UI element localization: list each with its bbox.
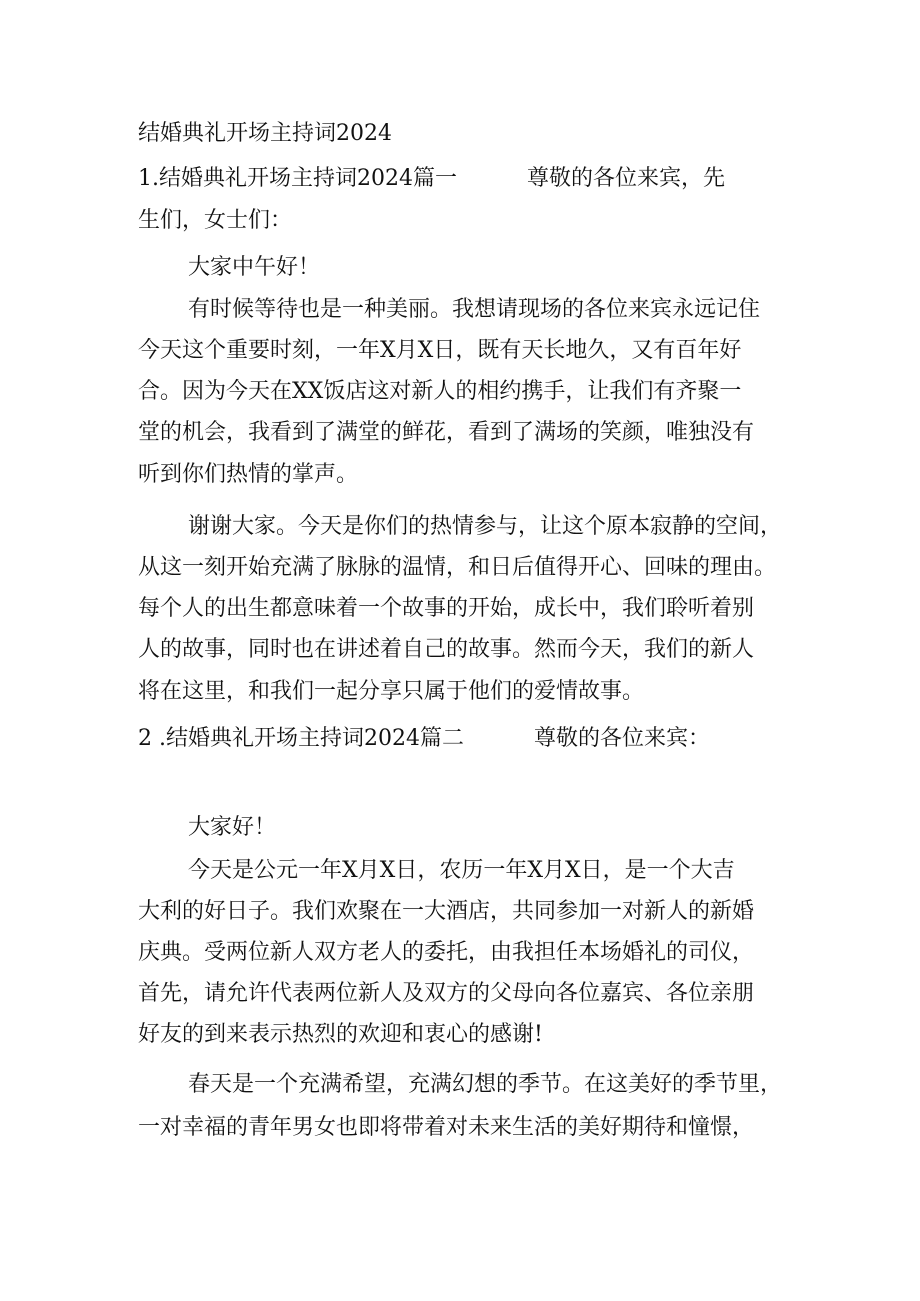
section1-heading-label: 1.结婚典礼开场主持词2024篇一 (138, 166, 457, 191)
section2-heading-salutation: 尊敬的各位来宾： (533, 726, 710, 751)
section1-paragraph1-line: 听到你们热情的掌声。 (138, 462, 359, 487)
section1-paragraph1-line: 今天这个重要时刻，一年X月X日，既有天长地久，又有百年好 (138, 338, 742, 363)
section1-paragraph2-line: 人的故事，同时也在讲述着自己的故事。然而今天，我们的新人 (138, 637, 755, 662)
section1-paragraph2-line: 谢谢大家。今天是你们的热情参与，让这个原本寂静的空间， (188, 514, 783, 539)
section2-paragraph2-line: 春天是一个充满希望，充满幻想的季节。在这美好的季节里， (188, 1072, 783, 1097)
section2-paragraph1-line: 今天是公元一年X月X日，农历一年X月X日，是一个大吉 (188, 858, 735, 883)
section2-paragraph1-line: 好友的到来表示热烈的欢迎和衷心的感谢! (138, 1022, 543, 1047)
section2-paragraph1-line: 首先，请允许代表两位新人及双方的父母向各位嘉宾、各位亲朋 (138, 981, 755, 1006)
section1-greeting: 大家中午好！ (188, 255, 321, 280)
section1-heading (138, 159, 725, 199)
section2-heading-label: 2 .结婚典礼开场主持词2024篇二 (138, 726, 464, 751)
section1-heading-continuation: 生们，女士们： (138, 208, 293, 233)
section2-heading (138, 719, 710, 759)
section1-paragraph1-line: 有时候等待也是一种美丽。我想请现场的各位来宾永远记住 (188, 297, 761, 322)
section2-paragraph1-line: 庆典。受两位新人双方老人的委托，由我担任本场婚礼的司仪， (138, 940, 755, 965)
section1-paragraph2-line: 将在这里，和我们一起分享只属于他们的爱情故事。 (138, 679, 645, 704)
section1-paragraph1-line: 合。因为今天在XX饭店这对新人的相约携手，让我们有齐聚一 (138, 379, 742, 404)
section1-heading-salutation: 尊敬的各位来宾，先 (526, 166, 725, 191)
document-title: 结婚典礼开场主持词2024 (138, 121, 392, 146)
section1-paragraph2-line: 每个人的出生都意味着一个故事的开始，成长中，我们聆听着别 (138, 596, 755, 621)
section2-paragraph1-line: 大利的好日子。我们欢聚在一大酒店，共同参加一对新人的新婚 (138, 899, 755, 924)
section2-greeting: 大家好！ (188, 815, 277, 840)
section1-paragraph2-line: 从这一刻开始充满了脉脉的温情，和日后值得开心、回味的理由。 (138, 555, 777, 580)
section2-paragraph2-line: 一对幸福的青年男女也即将带着对未来生活的美好期待和憧憬， (138, 1115, 755, 1140)
section1-paragraph1-line: 堂的机会，我看到了满堂的鲜花，看到了满场的笑颜，唯独没有 (138, 420, 755, 445)
